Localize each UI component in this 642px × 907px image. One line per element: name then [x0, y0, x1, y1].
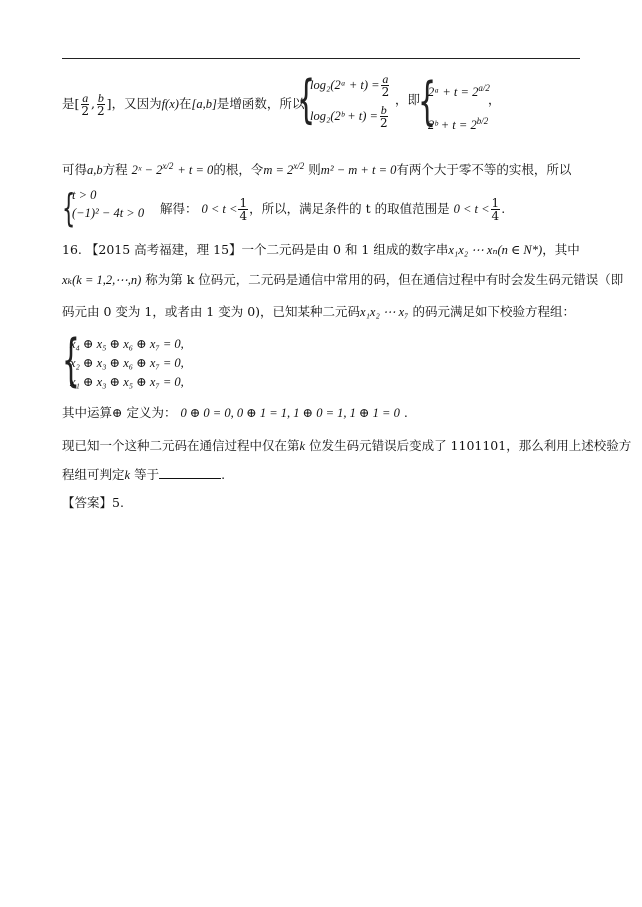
answer-blank[interactable]: [159, 466, 221, 479]
answer-line: 【答案】5.: [62, 495, 124, 510]
check-equations: [70, 335, 184, 392]
problem-16-line-3: 码元由 0 变为 1，或者由 1 变为 0)，已知某种二元码x₁x₂ ⋯ x₇ 的码元满足如下校验方程组：: [62, 304, 575, 319]
text-ji: ，即: [395, 92, 421, 107]
solution-line-3: 解得： 0 < t < $\frac{1}{4}$ ，所以，满足条件的 t 的取值范围是 0 < t < $\frac{1}{4}$ .: [160, 196, 506, 223]
answer-label: 【答案】: [62, 495, 113, 510]
check-equation-3: x₁ ⊕ x₃ ⊕ x₅ ⊕ x₇ = 0,: [70, 375, 184, 389]
solution-line-2: 可得a,b方程 2ˣ − $2^{x/2} + t = 0$的根，令$m = 2^{x/2}$ 则m² − m + t = 0有两个大于零不等的实根，所以: [62, 161, 572, 178]
check-equations-brace: {: [62, 328, 80, 393]
problem-16-line-1: 16. 【2015 高考福建，理 15】一个二元码是由 0 和 1 组成的数字串x₁x₂ ⋯ xₙ(n ∈ N*)，其中: [62, 242, 580, 257]
question-line-2: 程组可判定k 等于 .: [62, 467, 226, 482]
question-line-1: 现已知一个这种二元码在通信过程中仅在第k 位发生码元错误后变成了 1101101，那么利用上述校验方: [62, 438, 632, 453]
fraction-b-over-2: $\frac{b}{2}$: [97, 91, 105, 118]
condition-1: t > 0: [72, 188, 97, 202]
text-comma: ，: [488, 92, 501, 107]
text-shi: 是: [62, 96, 75, 111]
condition-brace: {: [62, 186, 76, 230]
system-brace-2: {: [418, 72, 437, 132]
system-1-row-2: log₂(2ᵇ + t) = $\frac{b}{2}$: [310, 103, 388, 130]
system-1-row-1: log₂(2ᵃ + t) = $\frac{a}{2}$: [310, 72, 390, 99]
answer-value: 5: [112, 495, 120, 510]
problem-source: 【2015 高考福建，理 15】: [85, 242, 242, 257]
fraction-a-over-2: $\frac{a}{2}$: [81, 91, 90, 118]
system-2-row-2: 2ᵇ + $t = 2^{b/2}$: [428, 116, 489, 133]
text-increasing: 是增函数，所以: [216, 96, 305, 111]
text-zai: 在: [178, 96, 192, 111]
system-brace-1: {: [297, 70, 316, 130]
system-1: [310, 73, 391, 129]
problem-16-line-2: xₖ(k = 1,2,⋯,n) 称为第 k 位码元，二元码是通信中常用的码，但在通信过程中有时会发生码元错误（即: [62, 272, 624, 287]
condition-system: [72, 186, 144, 222]
check-equation-2: x₂ ⊕ x₃ ⊕ x₆ ⊕ x₇ = 0,: [70, 356, 184, 370]
fx-expr: f(x): [161, 97, 179, 111]
text-because: ，又因为: [111, 96, 162, 111]
check-equation-1: x₄ ⊕ x₅ ⊕ x₆ ⊕ x₇ = 0,: [70, 337, 184, 351]
problem-number: 16.: [62, 242, 82, 257]
header-rule: [62, 58, 580, 59]
condition-2: (−1)² − 4t > 0: [72, 206, 145, 220]
ab-interval: [a,b]: [191, 97, 217, 111]
system-2-row-1: 2ᵃ + $t = 2^{a/2}$: [428, 83, 490, 100]
system-2: [428, 79, 490, 135]
operation-definition: 其中运算⊕ 定义为： 0 ⊕ 0 = 0, 0 ⊕ 1 = 1, 1 ⊕ 0 = 1, 1 ⊕ 1 = 0 .: [62, 405, 408, 420]
solution-line-1: 是[ $\frac{a}{2}$ , $\frac{b}{2}$ ]，又因为f(x)在[a,b]是增函数，所以: [62, 91, 305, 118]
